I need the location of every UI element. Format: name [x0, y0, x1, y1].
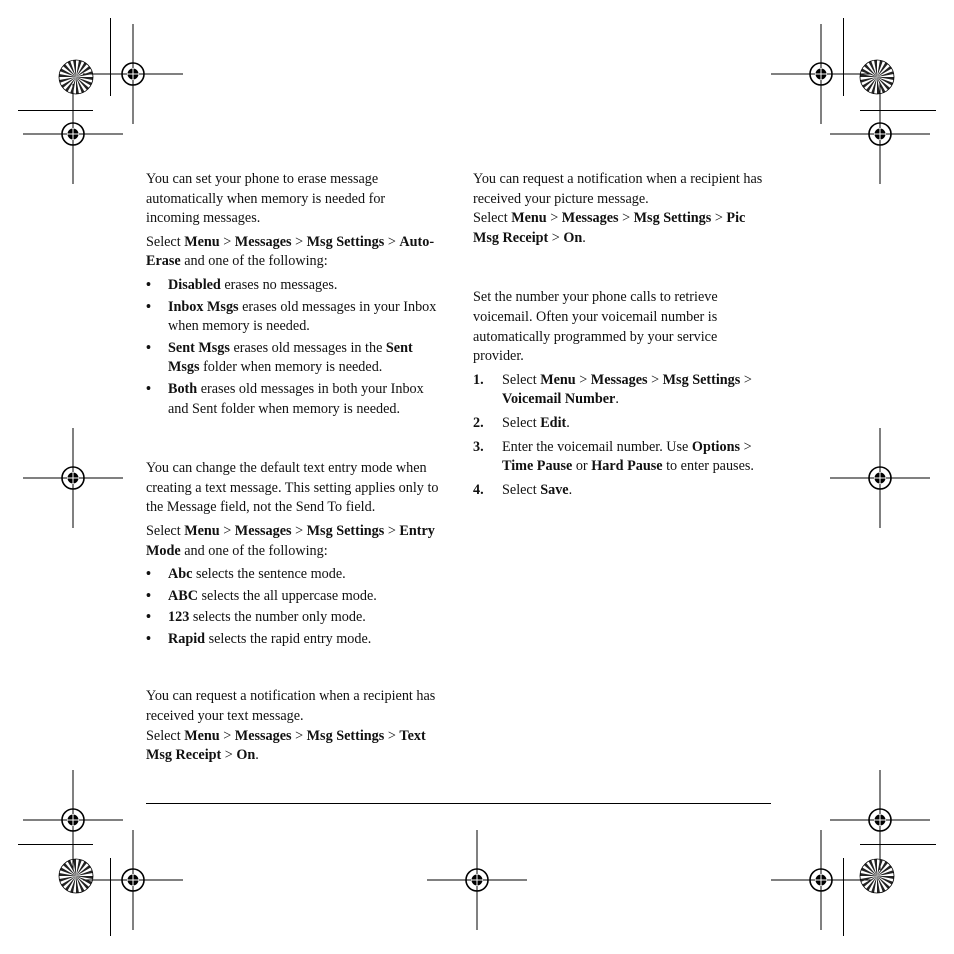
text-receipt-path: Select Menu > Messages > Msg Settings > Text Msg Receipt > On. — [146, 727, 426, 764]
registration-mark-icon — [23, 84, 123, 184]
list-item: 2. Select Edit. — [473, 414, 570, 431]
list-item: 4. Select Save. — [473, 481, 573, 498]
star-target-icon — [58, 59, 94, 95]
registration-mark-icon — [771, 830, 871, 930]
entry-mode-options — [146, 565, 442, 649]
list-item: • Disabled erases no messages. — [146, 276, 442, 296]
list-item: • Inbox Msgs erases old messages in your Inbox when memory is needed. — [146, 298, 442, 337]
auto-erase-options — [146, 276, 442, 419]
voicemail-section — [473, 288, 771, 500]
text-receipt-section — [146, 687, 442, 765]
list-item: • Sent Msgs erases old messages in the Sent Msgs folder when memory is needed. — [146, 339, 442, 378]
left-column — [146, 170, 442, 766]
registration-mark-icon — [830, 428, 930, 528]
registration-mark-icon — [83, 830, 183, 930]
list-item: 3. Enter the voicemail number. Use Options > Time Pause or Hard Pause to enter pauses. — [473, 438, 754, 475]
right-column — [473, 170, 771, 504]
entry-mode-path: Select Menu > Messages > Msg Settings > Entry Mode and one of the following: — [146, 522, 435, 559]
pic-receipt-section — [473, 170, 771, 248]
list-item: • Rapid selects the rapid entry mode. — [146, 630, 442, 650]
registration-mark-icon — [23, 428, 123, 528]
entry-mode-intro: You can change the default text entry mode when creating a text message. This setting applies only to the Message field, not the Send To field. — [146, 460, 439, 516]
pic-receipt-path: Select Menu > Messages > Msg Settings > Pic Msg Receipt > On. — [473, 210, 746, 246]
voicemail-steps — [473, 371, 771, 501]
list-item: • Both erases old messages in both your Inbox and Sent folder when memory is needed. — [146, 380, 442, 419]
entry-mode-section — [146, 459, 442, 649]
star-target-icon — [859, 59, 895, 95]
voicemail-intro: Set the number your phone calls to retrieve voicemail. Often your voicemail number is automatically programmed by your service provider. — [473, 289, 718, 365]
list-item: • Abc selects the sentence mode. — [146, 565, 442, 585]
pic-receipt-intro: You can request a notification when a recipient has received your picture message. — [473, 171, 763, 207]
list-item: • 123 selects the number only mode. — [146, 608, 442, 628]
auto-erase-intro: You can set your phone to erase message automatically when memory is needed for incoming messages. — [146, 171, 386, 227]
list-item: 1. Select Menu > Messages > Msg Settings > Voicemail Number. — [473, 371, 752, 408]
star-target-icon — [859, 858, 895, 894]
auto-erase-section — [146, 170, 442, 419]
auto-erase-path: Select Menu > Messages > Msg Settings > Auto-Erase and one of the following: — [146, 233, 435, 270]
footer-rule — [146, 803, 771, 804]
registration-mark-icon — [427, 830, 527, 930]
text-receipt-intro: You can request a notification when a recipient has received your text message. — [146, 688, 436, 725]
star-target-icon — [58, 858, 94, 894]
list-item: • ABC selects the all uppercase mode. — [146, 587, 442, 607]
registration-mark-icon — [830, 84, 930, 184]
